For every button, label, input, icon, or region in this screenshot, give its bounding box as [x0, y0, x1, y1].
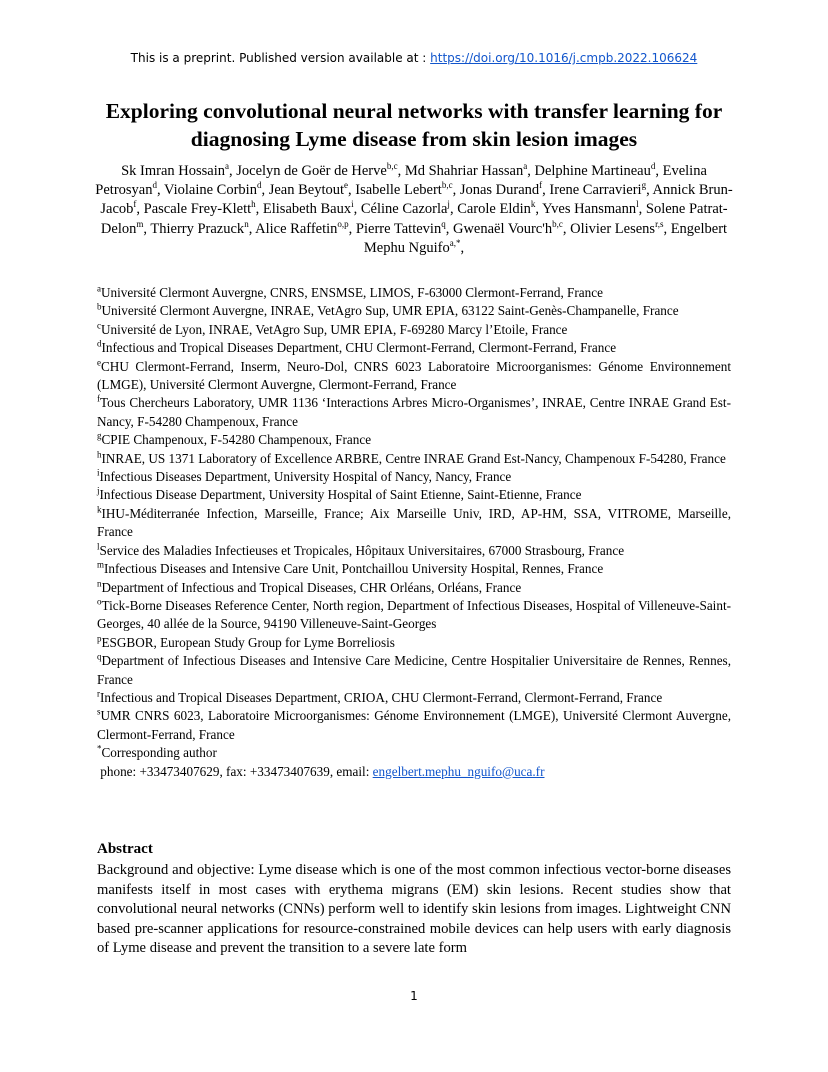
author-name: Pascale Frey-Klett	[143, 201, 252, 218]
affiliation-text: Infectious and Tropical Diseases Department, CHU Clermont-Ferrand, Clermont-Ferrand, France	[101, 340, 617, 356]
preprint-notice	[0, 50, 828, 66]
corresponding-author	[97, 744, 731, 762]
author-name: Annick Brun-Jacob	[100, 182, 733, 218]
author-name: Thierry Prazuck	[150, 220, 245, 237]
author	[164, 182, 261, 198]
author-name: Gwenaël Vourc'h	[452, 220, 553, 237]
author-name: Isabelle Lebert	[355, 182, 442, 199]
author-name: Sk Imran Hossain	[121, 163, 225, 179]
author-affiliation-mark: q	[441, 218, 446, 229]
author-name: Solene Patrat-Delon	[100, 201, 728, 237]
affiliation-mark: e	[97, 357, 101, 368]
affiliation-text: Tous Chercheurs Laboratory, UMR 1136 ‘Interactions Arbres Micro-Organismes’, INRAE, Centre INRAE Grand Est-Nancy, F-54280 Champenoux, France	[97, 395, 731, 429]
author-affiliation-mark: a	[225, 161, 229, 172]
affiliation-mark: m	[97, 559, 105, 570]
affiliation	[97, 394, 731, 431]
affiliation	[97, 431, 731, 449]
page-number: 1	[410, 989, 418, 1003]
paper-title: Exploring convolutional neural networks with transfer learning for diagnosing Lyme disease from skin lesion images	[105, 99, 723, 151]
author	[361, 201, 450, 217]
author	[452, 218, 563, 237]
affiliation	[97, 579, 731, 597]
affiliation-mark: s	[97, 706, 101, 717]
affiliation	[97, 284, 731, 302]
affiliation-mark: g	[97, 430, 102, 441]
affiliation-text: Department of Infectious Diseases and Intensive Care Medicine, Centre Hospitalier Universitaire de Rennes, Rennes, France	[97, 653, 731, 687]
author	[457, 201, 535, 217]
affiliation-text: Tick-Borne Diseases Reference Center, North region, Department of Infectious Diseases, Hospital of Villeneuve-Saint-Georges, 40 allée de la Source, 94190 Villeneuve-Saint-Georges	[97, 597, 731, 632]
author-affiliation-mark: b,c	[386, 161, 398, 172]
author-name: Md Shahriar Hassan	[404, 163, 524, 179]
affiliation	[97, 597, 731, 634]
affiliation-mark: n	[97, 578, 102, 589]
author	[236, 163, 397, 179]
author	[534, 163, 655, 179]
affiliation	[97, 358, 731, 395]
affiliation-mark: c	[97, 320, 101, 331]
author-name: Olivier Lesens	[570, 220, 656, 237]
author-list: Sk Imran Hossain$^a$, Jocelyn de Goër de Herve$^{b,c}$, Md Shahriar Hassan$^a$, Delphine Martineau$^d$, Evelina Petrosyan$^d$, Violaine Corbin$^d$, Jean Beytout$^e$, Isabelle Lebert$^{b,c}$, Jonas Durand$^f$, Irene Carravieri$^g$, Annick Brun-Jacob$^f$, Pascale Frey-Klett$^h$, Elisabeth Baux$^i$, Céline Cazorla$^j$, Carole Eldin$^k$, Yves Hansmann$^l$, Solene Patrat-Delon$^m$, Thierry Prazuck$^n$, Alice Raffetin$^{o,p}$, Pierre Tattevin$^q$, Gwenaël $Vourc'h^{b,c}$, Olivier Lesens$^{r,s}$, Engelbert Mephu Nguifo$^{a,*}$,	[95, 161, 733, 256]
author-name: Jocelyn de Goër de Herve	[236, 163, 387, 179]
author-affiliation-mark: a	[523, 161, 528, 172]
affiliation-text: Department of Infectious and Tropical Diseases, CHR Orléans, Orléans, France	[101, 579, 522, 595]
author	[542, 201, 639, 217]
author-name: Engelbert Mephu Nguifo	[363, 220, 728, 256]
affiliation-text: Université Clermont Auvergne, CNRS, ENSMSE, LIMOS, F-63000 Clermont-Ferrand, France	[101, 285, 603, 300]
affiliation-mark: d	[97, 338, 102, 349]
author-affiliation-mark: b,c	[441, 180, 453, 191]
abstract-heading: Abstract	[97, 841, 153, 857]
affiliation-text: Université Clermont Auvergne, INRAE, VetAgro Sup, UMR EPIA, 63122 Saint-Genès-Champanelle, France	[101, 303, 679, 319]
contact-info	[97, 763, 731, 781]
author	[269, 182, 348, 198]
author-affiliation-mark: k	[530, 199, 536, 210]
author-affiliation-mark: m	[136, 218, 144, 229]
affiliation	[97, 652, 731, 689]
author	[570, 218, 664, 237]
affiliation-text: Infectious Diseases Department, University Hospital of Nancy, Nancy, France	[99, 469, 512, 485]
author-name: Jean Beytout	[268, 182, 345, 199]
author-name: Elisabeth Baux	[262, 201, 352, 218]
email-link[interactable]: engelbert.mephu_nguifo@uca.fr	[372, 763, 545, 779]
affiliation	[97, 542, 731, 560]
author-affiliation-mark: b,c	[552, 218, 563, 229]
author	[144, 201, 256, 217]
author	[355, 218, 446, 237]
affiliation	[97, 302, 731, 320]
affiliation	[97, 560, 731, 578]
author	[549, 182, 646, 198]
affiliation-text: Infectious and Tropical Diseases Department, CRIOA, CHU Clermont-Ferrand, Clermont-Ferrand, France	[100, 689, 663, 705]
author-affiliation-mark: d	[256, 180, 262, 191]
affiliation-text: ESGBOR, European Study Group for Lyme Borreliosis	[101, 634, 395, 650]
affiliation-text: Infectious Diseases and Intensive Care Unit, Pontchaillou University Hospital, Rennes, France	[104, 561, 604, 577]
author-affiliation-mark: n	[244, 218, 249, 229]
affiliation	[97, 450, 731, 468]
affiliation-mark: h	[97, 449, 102, 460]
author	[121, 163, 229, 179]
author-affiliation-mark: l	[636, 199, 639, 210]
author-name: Jonas Durand	[459, 182, 540, 199]
author-name: Irene Carravieri	[549, 182, 642, 199]
author-affiliation-mark: f	[539, 180, 543, 191]
author-name: Carole Eldin	[457, 201, 531, 218]
author-name: Delphine Martineau	[534, 163, 651, 179]
contact-prefix: phone: +33473407629, fax: +33473407639, email:	[100, 763, 373, 779]
affiliation-text: Infectious Disease Department, University Hospital of Saint Etienne, Saint-Etienne, France	[99, 487, 582, 503]
author	[150, 218, 249, 237]
affiliation	[97, 339, 731, 357]
affiliation-mark: f	[97, 394, 100, 405]
author-affiliation-mark: f	[133, 199, 137, 210]
affiliation-text: Service des Maladies Infectieuses et Tropicales, Hôpitaux Universitaires, 67000 Strasbourg, France	[99, 542, 625, 558]
affiliation	[97, 505, 731, 542]
doi-link[interactable]: https://doi.org/10.1016/j.cmpb.2022.106624	[430, 51, 698, 65]
affiliations	[97, 284, 731, 744]
author-affiliation-mark: i	[351, 199, 354, 210]
affiliation-text: IHU-Méditerranée Infection, Marseille, France; Aix Marseille Univ, IRD, AP-HM, SSA, VITROME, Marseille, France	[97, 505, 731, 540]
author-name: Pierre Tattevin	[355, 220, 442, 237]
affiliation-mark: r	[97, 688, 100, 699]
affiliation-text: CPIE Champenoux, F-54280 Champenoux, France	[101, 432, 372, 448]
affiliation-list	[97, 284, 731, 781]
author-affiliation-mark: d	[152, 180, 157, 191]
affiliation	[97, 634, 731, 652]
affiliation-text: Université de Lyon, INRAE, VetAgro Sup, UMR EPIA, F-69280 Marcy l’Etoile, France	[101, 321, 568, 337]
author	[263, 201, 354, 217]
author-affiliation-mark: g	[641, 180, 647, 191]
affiliation-mark: j	[97, 486, 100, 497]
author	[255, 218, 349, 237]
author	[460, 182, 542, 198]
affiliation-text: INRAE, US 1371 Laboratory of Excellence ARBRE, Centre INRAE Grand Est-Nancy, Champenoux F-54280, France	[101, 450, 726, 466]
affiliation-text: UMR CNRS 6023, Laboratoire Microorganismes: Génome Environnement (LMGE), Université Clermont Auvergne, Clermont-Ferrand, France	[97, 708, 731, 742]
author-name: Céline Cazorla	[360, 201, 448, 218]
author	[355, 182, 452, 198]
author-name: Evelina Petrosyan	[95, 163, 707, 199]
author-affiliation-mark: r,s	[655, 218, 664, 229]
affiliation	[97, 707, 731, 744]
affiliation-mark: p	[97, 633, 102, 644]
affiliation	[97, 468, 731, 486]
author-affiliation-mark: d	[650, 161, 656, 172]
author-name: Alice Raffetin	[255, 220, 338, 237]
author-affiliation-mark: e	[344, 180, 349, 191]
affiliation-mark: k	[97, 504, 102, 515]
affiliation-text: CHU Clermont-Ferrand, Inserm, Neuro-Dol, CNRS 6023 Laboratoire Microorganismes: Génome Environnement (LMGE), Université Clermont Auvergne, Clermont-Ferrand, France	[97, 358, 731, 393]
author-affiliation-mark: a,*	[449, 237, 461, 248]
author-affiliation-mark: h	[251, 199, 256, 210]
affiliation	[97, 689, 731, 707]
affiliation-mark: q	[97, 651, 102, 662]
affiliation-mark: b	[97, 302, 102, 313]
author-name: Violaine Corbin	[163, 182, 257, 199]
author-name: Yves Hansmann	[542, 201, 637, 218]
affiliation	[97, 486, 731, 504]
affiliation-mark: l	[97, 541, 100, 552]
affiliation-mark: o	[97, 596, 102, 607]
affiliation-mark: i	[97, 467, 100, 478]
author-affiliation-mark: j	[447, 199, 450, 210]
corresponding-mark: *	[97, 743, 102, 754]
affiliation	[97, 321, 731, 339]
affiliation-mark: a	[97, 283, 101, 294]
preprint-text: This is a preprint. Published version available at :	[130, 51, 431, 65]
abstract-text: Background and objective: Lyme disease which is one of the most common infectious vector-borne diseases manifests itself in most cases with erythema migrans (EM) skin lesions. Recent studies show that convolutional neural networks (CNNs) perform well to identify skin lesions from images. Lightweight CNN based pre-scanner applications for resource-constrained mobile devices can help users with early diagnosis of Lyme disease and prevent the transition to a severe late form	[97, 862, 731, 956]
corresponding-label: Corresponding author	[101, 745, 217, 761]
author	[405, 163, 527, 179]
author-affiliation-mark: o,p	[337, 218, 349, 229]
